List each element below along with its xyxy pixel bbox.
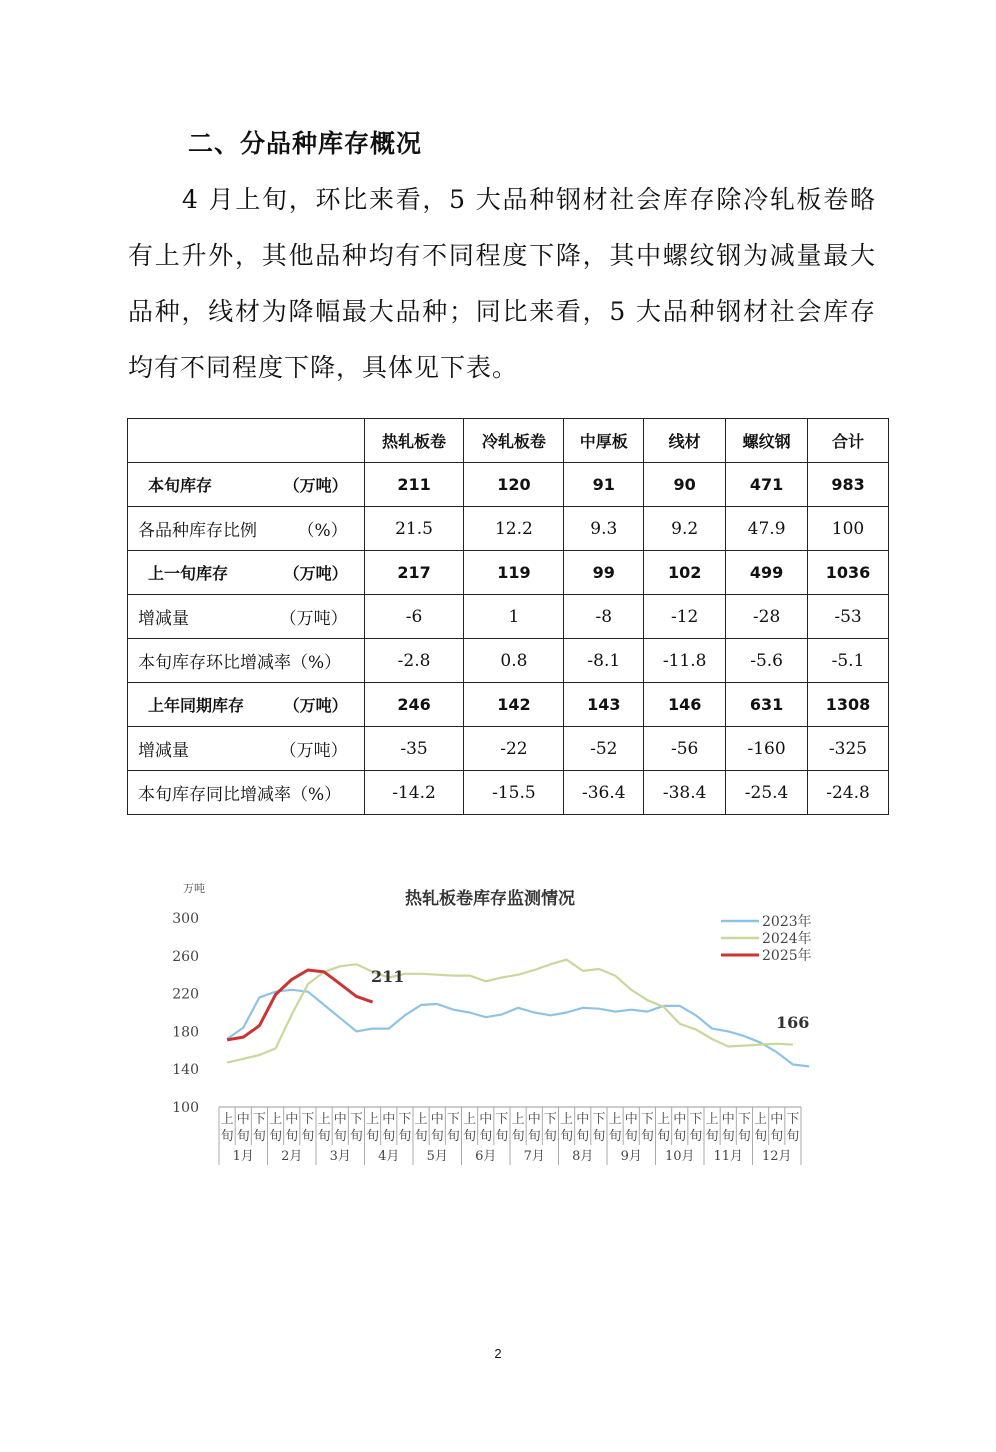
x-month-label: 2月 bbox=[281, 1149, 303, 1164]
x-sub-label: 旬 bbox=[398, 1129, 412, 1144]
chart-title: 热轧板卷库存监测情况 bbox=[405, 889, 575, 909]
x-sub-label: 下 bbox=[301, 1112, 315, 1127]
value-cell: -35 bbox=[364, 727, 464, 771]
value-cell: 120 bbox=[464, 463, 564, 507]
x-sub-label: 下 bbox=[252, 1112, 266, 1127]
legend-label: 2025年 bbox=[762, 948, 812, 964]
value-cell: 100 bbox=[808, 507, 889, 551]
header-cell: 合计 bbox=[808, 419, 889, 463]
x-sub-label: 旬 bbox=[366, 1129, 380, 1144]
x-month-label: 4月 bbox=[378, 1149, 400, 1164]
x-sub-label: 旬 bbox=[673, 1129, 687, 1144]
x-sub-label: 中 bbox=[576, 1112, 590, 1127]
row-label: 上年同期库存 bbox=[148, 696, 245, 715]
data-label: 166 bbox=[776, 1013, 810, 1032]
x-sub-label: 下 bbox=[592, 1112, 606, 1127]
x-sub-label: 旬 bbox=[333, 1129, 347, 1144]
y-tick-label: 180 bbox=[172, 1024, 199, 1041]
x-sub-label: 旬 bbox=[463, 1129, 477, 1144]
x-sub-label: 旬 bbox=[737, 1129, 751, 1144]
x-sub-label: 旬 bbox=[252, 1129, 266, 1144]
x-sub-label: 上 bbox=[414, 1112, 428, 1127]
x-month-label: 3月 bbox=[329, 1149, 351, 1164]
section-paragraph: 4 月上旬，环比来看，5 大品种钢材社会库存除冷轧板卷略有上升外，其他品种均有不同程度下降，其中螺纹钢为减量最大品种，线材为降幅最大品种；同比来看，5 大品种钢材社会库存均有不同程度下降，具体见下表。 bbox=[128, 185, 876, 382]
row-label-cell bbox=[128, 551, 365, 595]
x-sub-label: 中 bbox=[382, 1112, 396, 1127]
row-label-cell bbox=[128, 727, 365, 771]
value-cell: -160 bbox=[726, 727, 808, 771]
x-sub-label: 旬 bbox=[786, 1129, 800, 1144]
table-row bbox=[128, 727, 889, 771]
value-cell: -28 bbox=[726, 595, 808, 639]
x-sub-label: 旬 bbox=[301, 1129, 315, 1144]
x-month-label: 12月 bbox=[761, 1149, 792, 1164]
x-month-label: 10月 bbox=[664, 1149, 695, 1164]
value-cell: -15.5 bbox=[464, 771, 564, 815]
x-sub-label: 中 bbox=[624, 1112, 638, 1127]
x-sub-label: 中 bbox=[285, 1112, 299, 1127]
x-sub-label: 旬 bbox=[640, 1129, 654, 1144]
value-cell: 12.2 bbox=[464, 507, 564, 551]
x-sub-label: 下 bbox=[689, 1112, 703, 1127]
row-label: 增减量 bbox=[138, 741, 189, 761]
x-month-label: 11月 bbox=[713, 1149, 744, 1164]
section-heading: 二、分品种库存概况 bbox=[188, 129, 423, 158]
value-cell: 102 bbox=[644, 551, 726, 595]
value-cell: -2.8 bbox=[364, 639, 464, 683]
row-unit: （万吨） bbox=[283, 476, 348, 495]
value-cell: -12 bbox=[644, 595, 726, 639]
x-sub-label: 旬 bbox=[349, 1129, 363, 1144]
value-cell: 9.2 bbox=[644, 507, 726, 551]
x-sub-label: 旬 bbox=[430, 1129, 444, 1144]
value-cell: -52 bbox=[564, 727, 644, 771]
x-sub-label: 中 bbox=[770, 1112, 784, 1127]
header-cell: 线材 bbox=[644, 419, 726, 463]
value-cell: 142 bbox=[464, 683, 564, 727]
x-sub-label: 旬 bbox=[705, 1129, 719, 1144]
value-cell: 146 bbox=[644, 683, 726, 727]
y-tick-label: 100 bbox=[172, 1100, 199, 1116]
y-tick-label: 300 bbox=[172, 911, 199, 927]
row-unit: （万吨） bbox=[283, 564, 348, 583]
row-unit: （万吨） bbox=[279, 741, 348, 761]
x-sub-label: 旬 bbox=[479, 1129, 493, 1144]
value-cell: 499 bbox=[726, 551, 808, 595]
value-cell: 1036 bbox=[808, 551, 889, 595]
x-sub-label: 上 bbox=[608, 1112, 622, 1127]
legend-label: 2024年 bbox=[762, 931, 812, 947]
series-line-2025年 bbox=[227, 970, 373, 1040]
x-sub-label: 下 bbox=[786, 1112, 800, 1127]
x-sub-label: 上 bbox=[705, 1112, 719, 1127]
row-label-cell bbox=[128, 507, 365, 551]
x-sub-label: 上 bbox=[366, 1112, 380, 1127]
value-cell: -5.6 bbox=[726, 639, 808, 683]
x-sub-label: 旬 bbox=[770, 1129, 784, 1144]
chart-svg bbox=[165, 876, 815, 1176]
row-label-cell bbox=[128, 463, 365, 507]
value-cell: 246 bbox=[364, 683, 464, 727]
x-sub-label: 下 bbox=[543, 1112, 557, 1127]
value-cell: -6 bbox=[364, 595, 464, 639]
table-row bbox=[128, 771, 889, 815]
x-sub-label: 旬 bbox=[495, 1129, 509, 1144]
series-line-2023年 bbox=[227, 990, 809, 1067]
value-cell: -325 bbox=[808, 727, 889, 771]
value-cell: -5.1 bbox=[808, 639, 889, 683]
header-cell: 中厚板 bbox=[564, 419, 644, 463]
value-cell: 217 bbox=[364, 551, 464, 595]
row-label: 增减量 bbox=[138, 609, 189, 629]
value-cell: 983 bbox=[808, 463, 889, 507]
x-sub-label: 上 bbox=[754, 1112, 768, 1127]
x-sub-label: 旬 bbox=[527, 1129, 541, 1144]
value-cell: 47.9 bbox=[726, 507, 808, 551]
value-cell: 90 bbox=[644, 463, 726, 507]
page-number: 2 bbox=[494, 1346, 502, 1361]
y-tick-label: 140 bbox=[172, 1062, 199, 1079]
x-sub-label: 下 bbox=[349, 1112, 363, 1127]
x-sub-label: 旬 bbox=[414, 1129, 428, 1144]
x-sub-label: 中 bbox=[673, 1112, 687, 1127]
x-sub-label: 中 bbox=[430, 1112, 444, 1127]
value-cell: 99 bbox=[564, 551, 644, 595]
header-cell: 热轧板卷 bbox=[364, 419, 464, 463]
value-cell: -38.4 bbox=[644, 771, 726, 815]
x-month-label: 6月 bbox=[475, 1149, 497, 1164]
y-tick-label: 260 bbox=[172, 948, 199, 965]
y-axis-label: 万吨 bbox=[183, 882, 205, 895]
value-cell: -14.2 bbox=[364, 771, 464, 815]
inventory-chart bbox=[165, 876, 815, 1176]
x-sub-label: 旬 bbox=[657, 1129, 671, 1144]
table-row bbox=[128, 463, 889, 507]
x-month-label: 1月 bbox=[232, 1149, 254, 1164]
table-row bbox=[128, 639, 889, 683]
x-sub-label: 上 bbox=[560, 1112, 574, 1127]
x-month-label: 9月 bbox=[620, 1149, 642, 1164]
row-label-cell bbox=[128, 639, 365, 683]
value-cell: 9.3 bbox=[564, 507, 644, 551]
row-label: 各品种库存比例 bbox=[138, 521, 257, 541]
inventory-table bbox=[127, 418, 889, 815]
x-sub-label: 下 bbox=[495, 1112, 509, 1127]
value-cell: 119 bbox=[464, 551, 564, 595]
row-label: 上一旬库存 bbox=[148, 564, 229, 583]
x-sub-label: 旬 bbox=[317, 1129, 331, 1144]
value-cell: -22 bbox=[464, 727, 564, 771]
x-sub-label: 中 bbox=[333, 1112, 347, 1127]
x-sub-label: 旬 bbox=[236, 1129, 250, 1144]
x-sub-label: 旬 bbox=[560, 1129, 574, 1144]
x-sub-label: 中 bbox=[479, 1112, 493, 1127]
value-cell: -53 bbox=[808, 595, 889, 639]
value-cell: 631 bbox=[726, 683, 808, 727]
x-sub-label: 中 bbox=[721, 1112, 735, 1127]
legend-label: 2023年 bbox=[762, 914, 812, 930]
x-sub-label: 旬 bbox=[576, 1129, 590, 1144]
x-sub-label: 上 bbox=[317, 1112, 331, 1127]
x-sub-label: 上 bbox=[463, 1112, 477, 1127]
row-label-cell bbox=[128, 771, 365, 815]
x-sub-label: 中 bbox=[236, 1112, 250, 1127]
x-sub-label: 下 bbox=[446, 1112, 460, 1127]
value-cell: -24.8 bbox=[808, 771, 889, 815]
y-tick-label: 220 bbox=[172, 986, 199, 1003]
value-cell: 0.8 bbox=[464, 639, 564, 683]
value-cell: 1 bbox=[464, 595, 564, 639]
x-sub-label: 上 bbox=[657, 1112, 671, 1127]
value-cell: 143 bbox=[564, 683, 644, 727]
value-cell: -8.1 bbox=[564, 639, 644, 683]
x-sub-label: 旬 bbox=[382, 1129, 396, 1144]
x-month-label: 8月 bbox=[572, 1149, 594, 1164]
value-cell: 1308 bbox=[808, 683, 889, 727]
table-header-row bbox=[128, 419, 889, 463]
value-cell: 471 bbox=[726, 463, 808, 507]
x-sub-label: 旬 bbox=[721, 1129, 735, 1144]
data-label: 211 bbox=[371, 967, 405, 986]
x-sub-label: 旬 bbox=[269, 1129, 283, 1144]
table-row bbox=[128, 551, 889, 595]
x-sub-label: 旬 bbox=[754, 1129, 768, 1144]
row-unit: （%） bbox=[297, 521, 348, 541]
header-cell: 螺纹钢 bbox=[726, 419, 808, 463]
header-cell bbox=[128, 419, 365, 463]
x-sub-label: 旬 bbox=[446, 1129, 460, 1144]
value-cell: -56 bbox=[644, 727, 726, 771]
value-cell: 21.5 bbox=[364, 507, 464, 551]
value-cell: -11.8 bbox=[644, 639, 726, 683]
x-sub-label: 下 bbox=[398, 1112, 412, 1127]
row-label-cell bbox=[128, 595, 365, 639]
x-month-label: 7月 bbox=[523, 1149, 545, 1164]
x-sub-label: 中 bbox=[527, 1112, 541, 1127]
table-row bbox=[128, 683, 889, 727]
row-label-cell bbox=[128, 683, 365, 727]
x-sub-label: 下 bbox=[737, 1112, 751, 1127]
x-sub-label: 上 bbox=[511, 1112, 525, 1127]
x-sub-label: 旬 bbox=[220, 1129, 234, 1144]
value-cell: -8 bbox=[564, 595, 644, 639]
value-cell: -25.4 bbox=[726, 771, 808, 815]
value-cell: -36.4 bbox=[564, 771, 644, 815]
x-sub-label: 旬 bbox=[592, 1129, 606, 1144]
x-sub-label: 旬 bbox=[543, 1129, 557, 1144]
row-label: 本旬库存同比增减率（%） bbox=[138, 785, 342, 805]
value-cell: 91 bbox=[564, 463, 644, 507]
x-month-label: 5月 bbox=[426, 1149, 448, 1164]
row-unit: （万吨） bbox=[279, 609, 348, 629]
x-sub-label: 上 bbox=[220, 1112, 234, 1127]
row-unit: （万吨） bbox=[283, 696, 348, 715]
x-sub-label: 旬 bbox=[608, 1129, 622, 1144]
row-label: 本旬库存 bbox=[148, 476, 213, 495]
x-sub-label: 旬 bbox=[511, 1129, 525, 1144]
x-sub-label: 旬 bbox=[285, 1129, 299, 1144]
table-row bbox=[128, 507, 889, 551]
x-sub-label: 旬 bbox=[624, 1129, 638, 1144]
value-cell: 211 bbox=[364, 463, 464, 507]
x-sub-label: 下 bbox=[640, 1112, 654, 1127]
table-row bbox=[128, 595, 889, 639]
x-sub-label: 旬 bbox=[689, 1129, 703, 1144]
header-cell: 冷轧板卷 bbox=[464, 419, 564, 463]
x-sub-label: 上 bbox=[269, 1112, 283, 1127]
row-label: 本旬库存环比增减率（%） bbox=[138, 653, 342, 673]
